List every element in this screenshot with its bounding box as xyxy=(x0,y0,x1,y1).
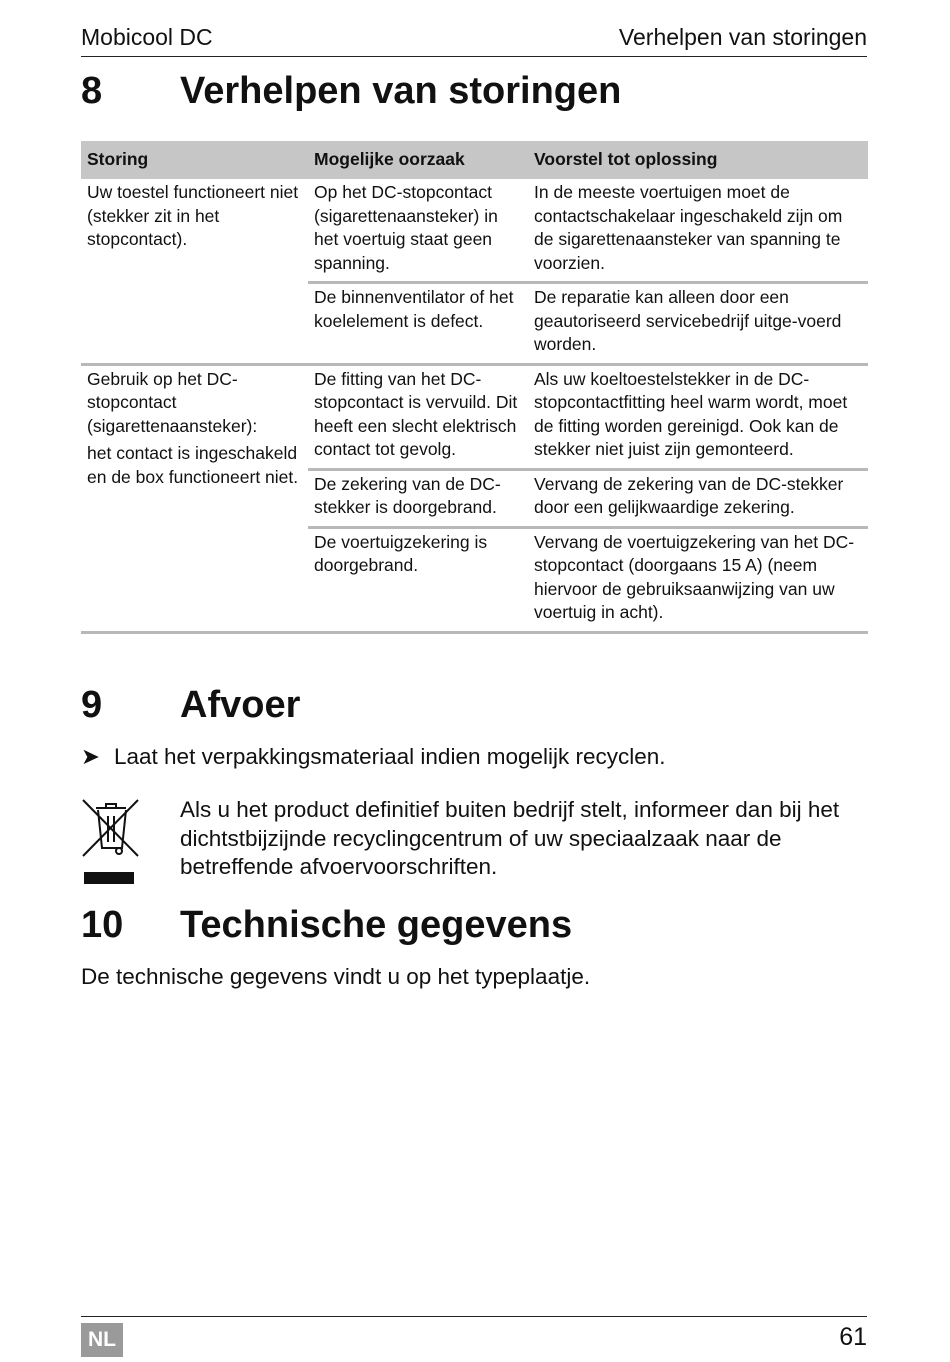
header-product: Mobicool DC xyxy=(81,24,213,50)
cell-oorzaak: De voertuigzekering is doorgebrand. xyxy=(308,527,528,632)
section-number: 8 xyxy=(81,70,103,112)
column-header: Voorstel tot oplossing xyxy=(528,141,868,179)
technical-data-text: De technische gegevens vindt u op het typeplaatje. xyxy=(81,964,591,989)
section-title: Technische gegevens xyxy=(180,904,573,946)
language-badge: NL xyxy=(81,1323,123,1357)
running-header xyxy=(81,22,867,57)
troubleshooting-table xyxy=(81,141,868,634)
header-chapter: Verhelpen van storingen xyxy=(618,24,867,50)
cell-oplossing: Vervang de voertuigzekering van het DC-stopcontact (doorgaans 15 A) (neem hiervoor de gebruiksaanwijzing van uw voertuig in acht). xyxy=(528,527,868,632)
cell-storing: Uw toestel functioneert niet (stekker zit in het stopcontact). xyxy=(87,182,299,249)
cell-oorzaak: De zekering van de DC-stekker is doorgebrand. xyxy=(308,469,528,527)
cell-oplossing: De reparatie kan alleen door een geautoriseerd servicebedrijf uitge-voerd worden. xyxy=(528,283,868,365)
cell-oplossing: In de meeste voertuigen moet de contactschakelaar ingeschakeld zijn om de sigarettenaansteker van spanning te voorzien. xyxy=(534,182,843,273)
cell-oorzaak: De binnenventilator of het koelelement is defect. xyxy=(308,283,528,365)
section-title: Verhelpen van storingen xyxy=(180,70,622,112)
disposal-text: Als u het product definitief buiten bedrijf stelt, informeer dan bij het dichtstbijzijnde recyclingcentrum of uw speciaalzaak naar de betreffende afvoervoorschriften. xyxy=(180,797,840,879)
cell-storing xyxy=(81,364,308,632)
cell-oorzaak: De fitting van het DC-stopcontact is vervuild. Dit heeft een slecht elektrisch contact tot gevolg. xyxy=(308,364,528,469)
instruction-text: Laat het verpakkingsmateriaal indien mogelijk recyclen. xyxy=(114,744,666,769)
table-row xyxy=(81,179,868,283)
storing-line-1: Gebruik op het DC-stopcontact (sigarettenaansteker): xyxy=(87,368,258,436)
table-row xyxy=(81,364,868,469)
page-number: 61 xyxy=(839,1323,867,1351)
crossed-out-wheelie-bin-icon xyxy=(80,796,142,888)
cell-oorzaak: Op het DC-stopcontact (sigarettenaansteker) in het voertuig staat geen spanning. xyxy=(314,182,498,273)
column-header: Storing xyxy=(81,141,308,179)
section-number: 9 xyxy=(81,684,103,726)
cell-oplossing: Vervang de zekering van de DC-stekker door een gelijkwaardige zekering. xyxy=(528,469,868,527)
table-header-row xyxy=(81,141,868,179)
cell-oplossing: Als uw koeltoestelstekker in de DC-stopcontactfitting heel warm wordt, moet de fitting worden gereinigd. Ook kan de stekker niet juist zijn gemonteerd. xyxy=(528,364,868,469)
page-footer xyxy=(81,1316,867,1357)
column-header: Mogelijke oorzaak xyxy=(308,141,528,179)
section-number: 10 xyxy=(81,904,124,946)
recycle-instruction xyxy=(81,744,666,770)
storing-line-2: het contact is ingeschakeld en de box functioneert niet. xyxy=(87,443,299,487)
section-title: Afvoer xyxy=(180,684,301,726)
arrow-bullet-icon: ➤ xyxy=(81,744,100,769)
